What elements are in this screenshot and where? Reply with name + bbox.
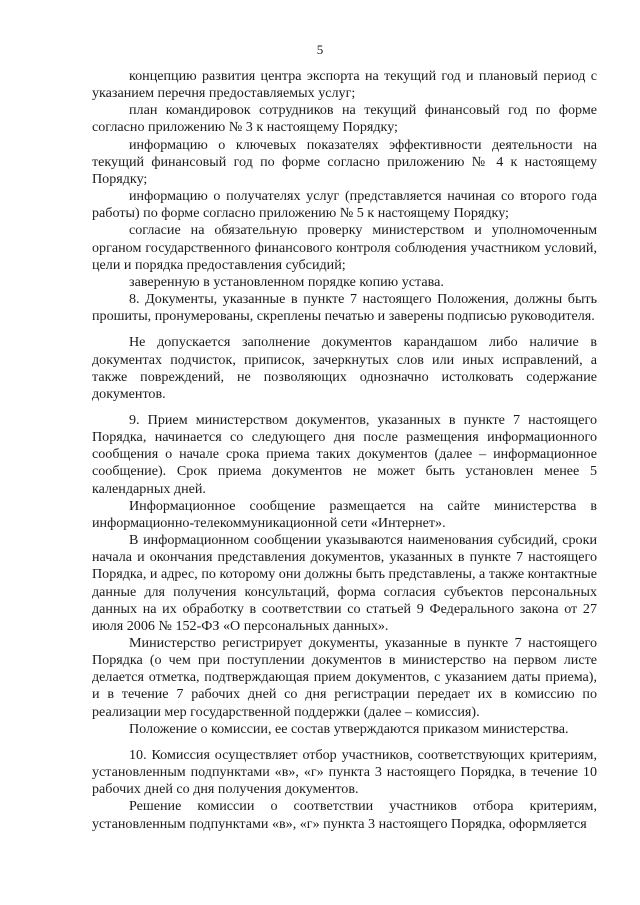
document-body — [92, 68, 597, 833]
paragraph-concept-list: концепцию развития центра экспорта на текущий год и плановый период с указанием перечня предоставляемых услуг; — [92, 68, 597, 102]
paragraph-info-message-site: Информационное сообщение размещается на сайте министерства в информационно-телекоммуникационной сети «Интернет». — [92, 497, 597, 531]
paragraph-no-pencil: Не допускается заполнение документов карандашом либо наличие в документах подчисток, приписок, зачеркнутых слов или иных исправлений, а также повреждений, не позволяющих однозначно истолковать содержание документов. — [92, 334, 597, 402]
paragraph-consent-audit: согласие на обязательную проверку министерством и уполномоченным органом государственного финансового контроля соблюдения участником условий, цели и порядка предоставления субсидий; — [92, 222, 597, 273]
paragraph-registration: Министерство регистрирует документы, указанные в пункте 7 настоящего Порядка (о чем при поступлении документов в министерство на первом листе делается отметка, подтверждающая прием документов, с указанием даты приема), и в течение 7 рабочих дней со дня регистрации передает их в комиссию по реализации мер государственной поддержки (далее – комиссия). — [92, 635, 597, 720]
paragraph-commission-regulation: Положение о комиссии, ее состав утверждаются приказом министерства. — [129, 720, 569, 737]
paragraph-decision: Решение комиссии о соответствии участников отбора критериям, установленным подпунктами «в», «г» пункта 3 настоящего Порядка, оформляется — [92, 798, 597, 832]
paragraph-recipients-info: информацию о получателях услуг (представляется начиная со второго года работы) по форме согласно приложению № 5 к настоящему Порядку; — [92, 188, 597, 222]
paragraph-item-8: 8. Документы, указанные в пункте 7 настоящего Положения, должны быть прошиты, пронумерованы, скреплены печатью и заверены подписью руководителя. — [92, 291, 597, 325]
paragraph-kpi-info: информацию о ключевых показателях эффективности деятельности на текущий финансовый год по форме согласно приложению № 4 к настоящему Порядку; — [92, 136, 597, 187]
paragraph-travel-plan: план командировок сотрудников на текущий финансовый год по форме согласно приложению № 3 к настоящему Порядку; — [92, 102, 597, 136]
paragraph-info-message-content: В информационном сообщении указываются наименования субсидий, сроки начала и окончания представления документов, указанных в пункте 7 настоящего Порядка, и адрес, по которому они должны быть представлены, а также контактные данные для получения консультаций, форма согласия субъектов персональных данных на их обработку в соответствии со статьей 9 Федерального закона от 27 июля 2006 № 152-ФЗ «О персональных данных». — [92, 532, 597, 634]
paragraph-item-9: 9. Прием министерством документов, указанных в пункте 7 настоящего Порядка, начинается со следующего дня после размещения информационного сообщения о начале срока приема таких документов (далее – информационное сообщение). Срок приема документов не может быть установлен менее 5 календарных дней. — [92, 411, 597, 497]
page-number: 5 — [316, 42, 324, 57]
paragraph-charter-copy: заверенную в установленном порядке копию устава. — [129, 273, 444, 290]
paragraph-item-10: 10. Комиссия осуществляет отбор участников, соответствующих критериям, установленным подпунктами «в», «г» пункта 3 настоящего Порядка, в течение 10 рабочих дней со дня получения документов. — [92, 746, 597, 798]
